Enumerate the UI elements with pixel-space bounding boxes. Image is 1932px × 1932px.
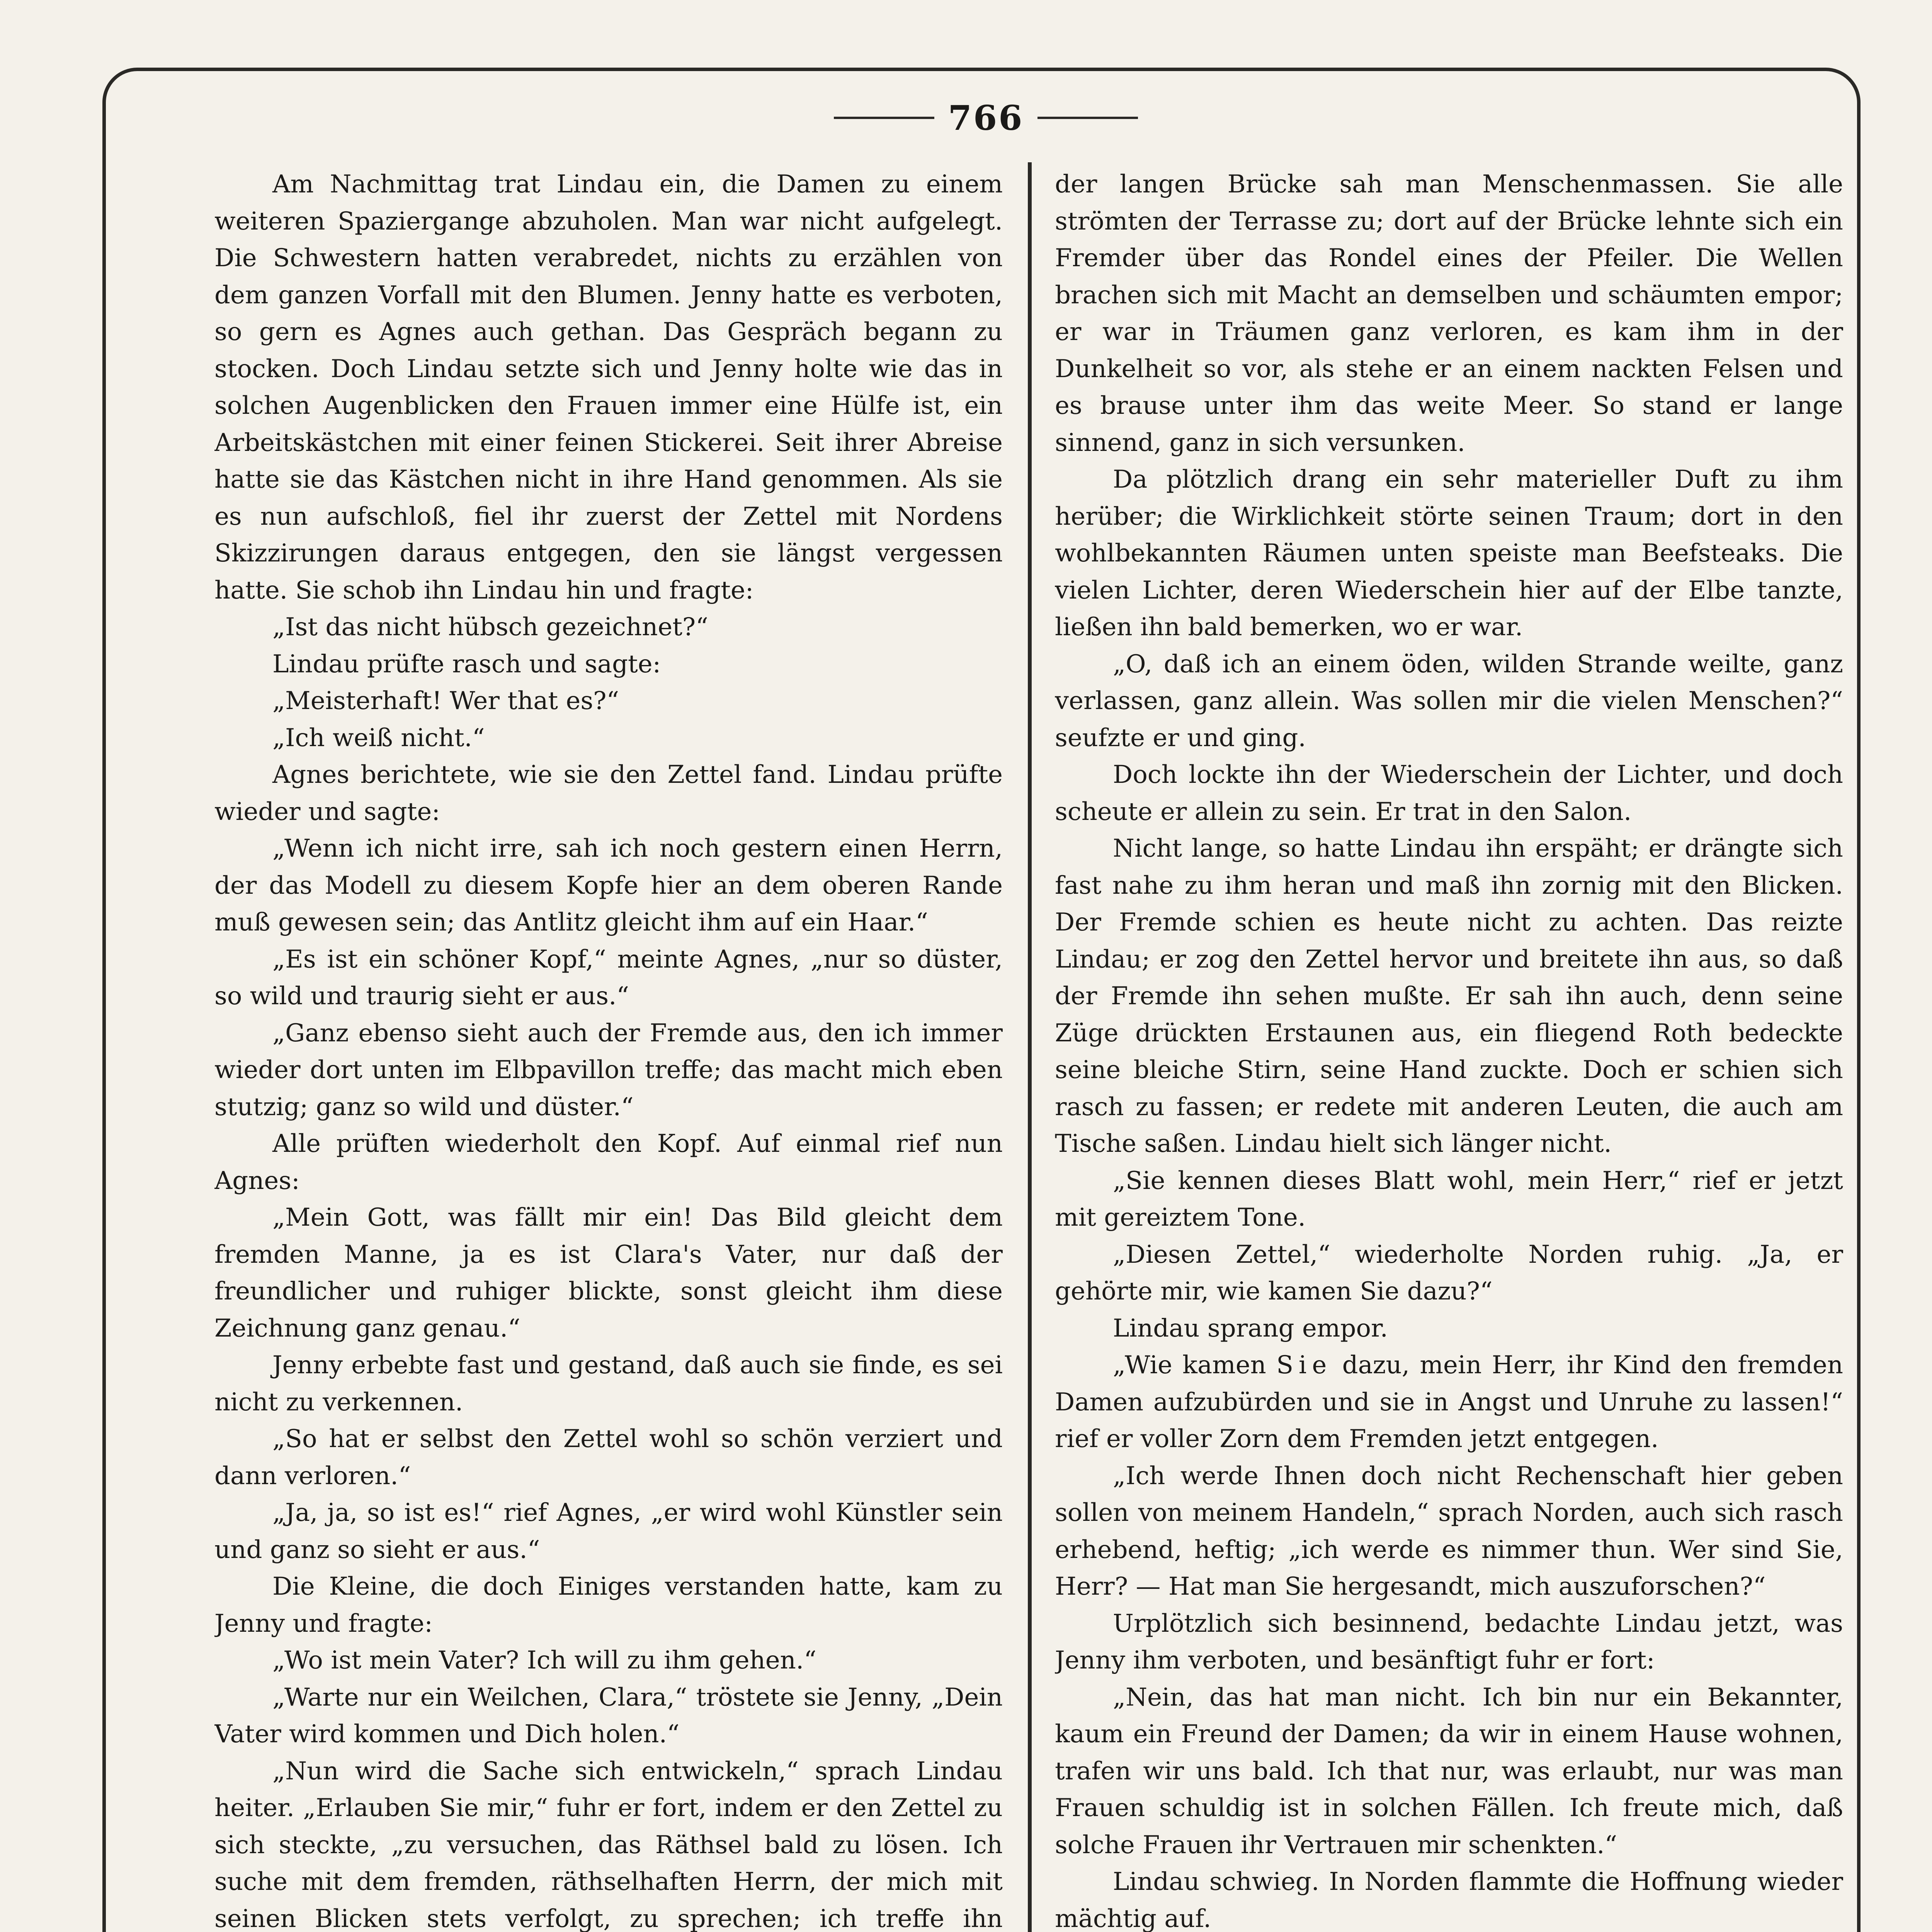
- text-segment: dazu, mein Herr, ihr Kind den fremden Damen aufzubürden und sie in Angst und Unruhe zu lassen!“ rief er voller Zorn dem Fremden jetzt entgegen.: [1055, 1351, 1843, 1453]
- header-rule-right: [1037, 117, 1138, 119]
- right-column: [1055, 166, 1843, 1932]
- spaced-emphasis: Sie: [1276, 1351, 1332, 1379]
- paragraph: „Mein Gott, was fällt mir ein! Das Bild gleicht dem fremden Manne, ja es ist Clara's Vater, nur daß der freundlicher und ruhiger blickte, sonst gleicht ihm diese Zeichnung ganz genau.“: [214, 1203, 1003, 1343]
- paragraph: Am Nachmittag trat Lindau ein, die Damen zu einem weiteren Spaziergange abzuholen. Man war nicht aufgelegt. Die Schwestern hatten verabredet, nichts zu erzählen von dem ganzen Vorfall mit den Blumen. Jenny hatte es verboten, so gern es Agnes auch gethan. Das Gespräch begann zu stocken. Doch Lindau setzte sich und Jenny holte wie das in solchen Augenblicken den Frauen immer eine Hülfe ist, ein Arbeitskästchen mit einer feinen Stickerei. Seit ihrer Abreise hatte sie das Kästchen nicht in ihre Hand genommen. Als sie es nun aufschloß, fiel ihr zuerst der Zettel mit Nordens Skizzirungen daraus entgegen, den sie längst vergessen hatte. Sie schob ihn Lindau hin und fragte:: [214, 170, 1003, 605]
- paragraph: „Ist das nicht hübsch gezeichnet?“: [272, 613, 708, 641]
- header-rule-left: [834, 117, 934, 119]
- page-header: [0, 95, 1932, 141]
- paragraph: Lindau prüfte rasch und sagte:: [272, 650, 661, 679]
- paragraph: „Nun wird die Sache sich entwickeln,“ sprach Lindau heiter. „Erlauben Sie mir,“ fuhr er fort, indem er den Zettel zu sich steckte, „zu versuchen, das Räthsel bald zu lösen. Ich suche mit dem fremden, räthselhaften Herrn, der mich mit seinen Blicken stets verfolgt, zu sprechen; ich treffe ihn: [214, 1757, 1003, 1932]
- paragraph: „Ich weiß nicht.“: [272, 723, 485, 752]
- paragraph: „Wo ist mein Vater? Ich will zu ihm gehen.“: [272, 1646, 816, 1675]
- text-segment: „Wie kamen: [1113, 1351, 1277, 1379]
- paragraph: Jenny erbebte fast und gestand, daß auch sie finde, es sei nicht zu verkennen.: [214, 1351, 1003, 1417]
- paragraph: „Ich werde Ihnen doch nicht Rechenschaft hier geben sollen von meinem Handeln,“ sprach Norden, auch sich rasch erhebend, heftig; „ich werde es nimmer thun. Wer sind Sie, Herr? — Hat man Sie hergesandt, mich auszuforschen?“: [1055, 1461, 1843, 1601]
- paragraph: Doch lockte ihn der Wiederschein der Lichter, und doch scheute er allein zu sein. Er trat in den Salon.: [1055, 760, 1843, 826]
- paragraph: „Wenn ich nicht irre, sah ich noch gestern einen Herrn, der das Modell zu diesem Kopfe hier an dem oberen Rande muß gewesen sein; das Antlitz gleicht ihm auf ein Haar.“: [214, 834, 1003, 937]
- paragraph: „O, daß ich an einem öden, wilden Strande weilte, ganz verlassen, ganz allein. Was sollen mir die vielen Menschen?“ seufzte er und ging.: [1055, 650, 1843, 752]
- paragraph: Agnes berichtete, wie sie den Zettel fand. Lindau prüfte wieder und sagte:: [214, 760, 1003, 826]
- page-number: 766: [948, 98, 1024, 138]
- left-column: [214, 166, 1003, 1932]
- continued-paragraph: der langen Brücke sah man Menschenmassen. Sie alle strömten der Terrasse zu; dort auf der Brücke lehnte sich ein Fremder über das Rondel eines der Pfeiler. Die Wellen brachen sich mit Macht an demselben und schäumten empor; er war in Träumen ganz verloren, es kam ihm in der Dunkelheit so vor, als stehe er an einem nackten Felsen und es brause unter ihm das weite Meer. So stand er lange sinnend, ganz in sich versunken.: [1055, 170, 1843, 457]
- paragraph: Die Kleine, die doch Einiges verstanden hatte, kam zu Jenny und fragte:: [214, 1572, 1003, 1638]
- paragraph: „Diesen Zettel,“ wiederholte Norden ruhig. „Ja, er gehörte mir, wie kamen Sie dazu?“: [1055, 1240, 1843, 1306]
- paragraph: Urplötzlich sich besinnend, bedachte Lindau jetzt, was Jenny ihm verboten, und besänftigt fuhr er fort:: [1055, 1609, 1843, 1675]
- paragraph: „Ja, ja, so ist es!“ rief Agnes, „er wird wohl Künstler sein und ganz so sieht er aus.“: [214, 1498, 1003, 1564]
- paragraph: „Nein, das hat man nicht. Ich bin nur ein Bekannter, kaum ein Freund der Damen; da wir in einem Hause wohnen, trafen wir uns bald. Ich that nur, was erlaubt, nur was man Frauen schuldig ist in solchen Fällen. Ich freute mich, daß solche Frauen ihr Vertrauen mir schenkten.“: [1055, 1683, 1843, 1859]
- paragraph-emphasis: [1055, 1347, 1843, 1458]
- paragraph: „Meisterhaft! Wer that es?“: [272, 687, 619, 715]
- paragraph: Alle prüften wiederholt den Kopf. Auf einmal rief nun Agnes:: [214, 1129, 1003, 1195]
- paragraph: „So hat er selbst den Zettel wohl so schön verziert und dann verloren.“: [214, 1425, 1003, 1490]
- paragraph: „Es ist ein schöner Kopf,“ meinte Agnes, „nur so düster, so wild und traurig sieht er aus.“: [214, 945, 1003, 1010]
- paragraph: „Ganz ebenso sieht auch der Fremde aus, den ich immer wieder dort unten im Elbpavillon treffe; das macht mich eben stutzig; ganz so wild und düster.“: [214, 1019, 1003, 1121]
- paragraph: „Sie kennen dieses Blatt wohl, mein Herr,“ rief er jetzt mit gereiztem Tone.: [1055, 1166, 1843, 1232]
- column-divider: [1028, 162, 1032, 1932]
- paragraph: Nicht lange, so hatte Lindau ihn erspäht; er drängte sich fast nahe zu ihm heran und maß ihn zornig mit den Blicken. Der Fremde schien es heute nicht zu achten. Das reizte Lindau; er zog den Zettel hervor und breitete ihn aus, so daß der Fremde ihn sehen mußte. Er sah ihn auch, denn seine Züge drückten Erstaunen aus, ein fliegend Roth bedeckte seine bleiche Stirn, seine Hand zuckte. Doch er schien sich rasch zu fassen; er redete mit anderen Leuten, die auch am Tische saßen. Lindau hielt sich länger nicht.: [1055, 834, 1843, 1158]
- paragraph: Lindau schwieg. In Norden flammte die Hoffnung wieder mächtig auf.: [1055, 1867, 1843, 1932]
- paragraph: Lindau sprang empor.: [1113, 1314, 1388, 1343]
- paragraph: „Warte nur ein Weilchen, Clara,“ tröstete sie Jenny, „Dein Vater wird kommen und Dich holen.“: [214, 1683, 1003, 1748]
- paragraph: Da plötzlich drang ein sehr materieller Duft zu ihm herüber; die Wirklichkeit störte seinen Traum; dort in den wohlbekannten Räumen unten speiste man Beefsteaks. Die vielen Lichter, deren Wiederschein hier auf der Elbe tanzte, ließen ihn bald bemerken, wo er war.: [1055, 465, 1843, 641]
